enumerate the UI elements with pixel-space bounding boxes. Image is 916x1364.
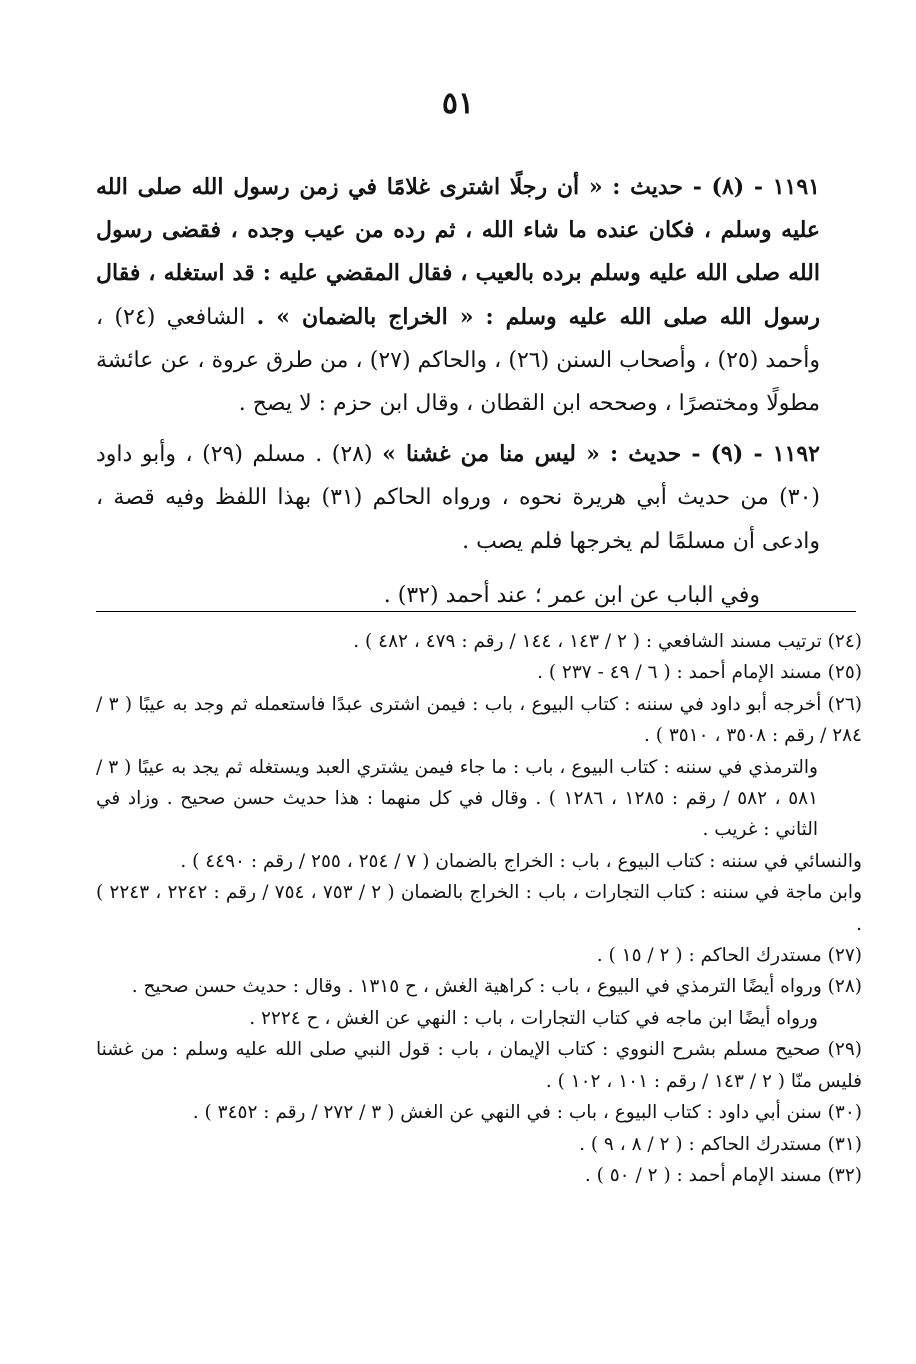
hadith-1191-takhrij: الشافعي (٢٤) ، وأحمد (٢٥) ، وأصحاب السنن (٢٦) ، والحاكم (٢٧) ، من طرق عروة ، عن عائشة مطولًا ومختصرًا ، وصححه ابن القطان ، وقال ابن حزم : لا يصح . <box>96 304 820 417</box>
hadith-1192-takhrij: (٢٨) . مسلم (٢٩) ، وأبو داود (٣٠) من حديث أبي هريرة نحوه ، ورواه الحاكم (٣١) بهذا اللفظ وفيه قصة ، وادعى أن مسلمًا لم يخرجها فلم يصب . <box>96 442 820 554</box>
footnote-26: (٢٦) أخرجه أبو داود في سننه : كتاب البيوع ، باب : فيمن اشترى عبدًا فاستعمله ثم وجد به عيبًا ( ٣ / ٢٨٤ / رقم : ٣٥٠٨ ، ٣٥١٠ ) . <box>96 693 862 747</box>
footnote-28-ibn-majah: ورواه أيضًا ابن ماجه في كتاب التجارات ، باب : النهي عن الغش ، ح ٢٢٢٤ . <box>249 1007 818 1029</box>
footnote-30: (٣٠) سنن أبي داود : كتاب البيوع ، باب : في النهي عن الغش ( ٣ / ٢٧٢ / رقم : ٣٤٥٢ ) . <box>192 1102 862 1124</box>
footnotes <box>96 626 862 1191</box>
page-number: ٥١ <box>441 86 475 121</box>
footnote-28: (٢٨) ورواه أيضًا الترمذي في البيوع ، باب : كراهية الغش ، ح ١٣١٥ . وقال : حديث حسن صحيح . <box>131 976 862 998</box>
footnote-25: (٢٥) مسند الإمام أحمد : ( ٦ / ٤٩ - ٢٣٧ ) . <box>537 662 862 684</box>
footnote-26-tirmidhi: والترمذي في سننه : كتاب البيوع ، باب : ما جاء فيمن يشتري العبد ويستغله ثم يجد به عيبًا ( ٣ / ٥٨١ ، ٥٨٢ / رقم : ١٢٨٥ ، ١٢٨٦ ) . وقال في كل منهما : هذا حديث حسن صحيح . وزاد في الثاني : غريب . <box>96 756 819 841</box>
bab-line: وفي الباب عن ابن عمر ؛ عند أحمد (٣٢) . <box>383 582 760 608</box>
hadith-1192 <box>96 433 820 563</box>
hadith-1191-text: ١١٩١ - (٨) - حديث : « أن رجلًا اشترى غلامًا في زمن رسول الله صلى الله عليه وسلم ، فكان عنده ما شاء الله ، ثم رده من عيب وجده ، فقضى رسول الله صلى الله عليه وسلم برده بالعيب ، فقال المقضي عليه : قد استغله ، فقال رسول الله صلى الله عليه وسلم : « الخراج بالضمان » . <box>96 174 821 330</box>
footnote-26-ibn-majah: وابن ماجة في سننه : كتاب التجارات ، باب : الخراج بالضمان ( ٢ / ٧٥٣ ، ٧٥٤ / رقم : ٢٢٤٢ ، ٢٢٤٣ ) . <box>96 882 863 935</box>
main-text <box>96 166 820 617</box>
footnote-31: (٣١) مستدرك الحاكم : ( ٢ / ٨ ، ٩ ) . <box>579 1133 862 1155</box>
footnote-divider <box>96 611 856 612</box>
footnote-24: (٢٤) ترتيب مسند الشافعي : ( ٢ / ١٤٣ ، ١٤٤ / رقم : ٤٧٩ ، ٤٨٢ ) . <box>353 631 862 652</box>
hadith-1192-text: ١١٩٢ - (٩) - حديث : « ليس منا من غشنا » <box>382 441 820 468</box>
footnote-26-nasai: والنسائي في سننه : كتاب البيوع ، باب : الخراج بالضمان ( ٧ / ٢٥٤ ، ٢٥٥ / رقم : ٤٤٩٠ ) . <box>180 850 862 872</box>
footnote-29: (٢٩) صحيح مسلم بشرح النووي : كتاب الإيمان ، باب : قول النبي صلى الله عليه وسلم : من غشنا فليس منّا ( ٢ / ١٤٣ / رقم : ١٠١ ، ١٠٢ ) . <box>96 1039 862 1092</box>
footnote-27: (٢٧) مستدرك الحاكم : ( ٢ / ١٥ ) . <box>596 945 862 967</box>
footnote-32: (٣٢) مسند الإمام أحمد : ( ٢ / ٥٠ ) . <box>584 1164 862 1186</box>
hadith-1191 <box>96 166 820 425</box>
